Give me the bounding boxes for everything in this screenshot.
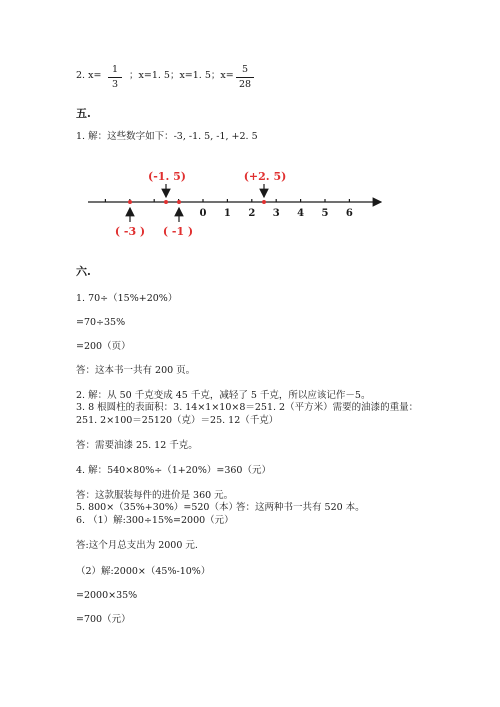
label-neg1: ( -1 ) <box>162 225 194 238</box>
fraction-numerator: 5 <box>241 64 249 75</box>
s6-line-8: 答：需要油漆 25. 12 千克。 <box>76 440 198 451</box>
section-six-heading: 六. <box>76 265 91 278</box>
point-pos2-5 <box>262 200 266 204</box>
point-neg1-5 <box>164 200 168 204</box>
tick-label: 6 <box>345 208 353 219</box>
fraction-denominator: 28 <box>238 78 252 90</box>
s6-line-10: 答：这款服装每件的进价是 360 元。 <box>76 490 234 501</box>
s6-line-16: =2000×35% <box>76 590 138 601</box>
q2-middle: ；x=1. 5；x=1. 5；x= <box>129 70 234 81</box>
point-neg3 <box>128 200 132 204</box>
s6-line-7: 251. 2×100＝25120（克）＝25. 12（千克） <box>76 415 279 426</box>
label-neg1-5: (-1. 5) <box>148 170 186 183</box>
tick-label: 1 <box>223 208 231 219</box>
s6-line-4: 答：这本书一共有 200 页。 <box>76 365 196 376</box>
s6-line-2: =70÷35% <box>76 317 126 328</box>
s6-line-3: =200（页） <box>76 341 131 352</box>
s6-line-17: =700（元） <box>76 614 131 625</box>
tick-label: 4 <box>297 208 305 219</box>
label-pos2-5: (+2. 5) <box>243 170 287 183</box>
s6-line-14: 答:这个月总支出为 2000 元. <box>76 540 198 551</box>
s6-line-9: 4. 解：540×80%÷（1+20%）=360（元） <box>76 465 271 476</box>
s6-line-15: （2）解:2000×（45%-10%） <box>76 566 211 577</box>
section-five-q1: 1. 解：这些数字如下：-3, -1. 5, -1, +2. 5 <box>76 131 258 142</box>
tick-label: 5 <box>321 208 329 219</box>
s6-line-11: 5. 800×（35%+30%）=520（本） <box>76 502 238 513</box>
fraction-numerator: 1 <box>111 64 119 75</box>
s6-line-5: 2. 解：从 50 千克变成 45 千克，减轻了 5 千克，所以应该记作－5。 <box>76 390 371 401</box>
s6-line-13: 6. （1）解:300÷15%=2000（元） <box>76 515 234 526</box>
label-neg3: ( -3 ) <box>114 225 146 238</box>
point-neg1 <box>177 200 181 204</box>
tick-label: 3 <box>272 208 280 219</box>
q2-prefix: 2. x= <box>76 70 102 81</box>
tick-label: 2 <box>248 208 256 219</box>
number-line-tick-labels <box>200 208 353 219</box>
tick-label: 0 <box>199 208 207 219</box>
s6-line-6: 3. 8 根圆柱的表面积：3. 14×1×10×8＝251. 2（平方米）需要的油漆的重量： <box>76 402 419 413</box>
section-five-heading: 五. <box>76 107 91 120</box>
fraction-denominator: 3 <box>111 78 119 90</box>
s6-line-1: 1. 70÷（15%+20%） <box>76 293 178 304</box>
s6-line-12: 答：这两种书一共有 520 本。 <box>236 502 365 513</box>
